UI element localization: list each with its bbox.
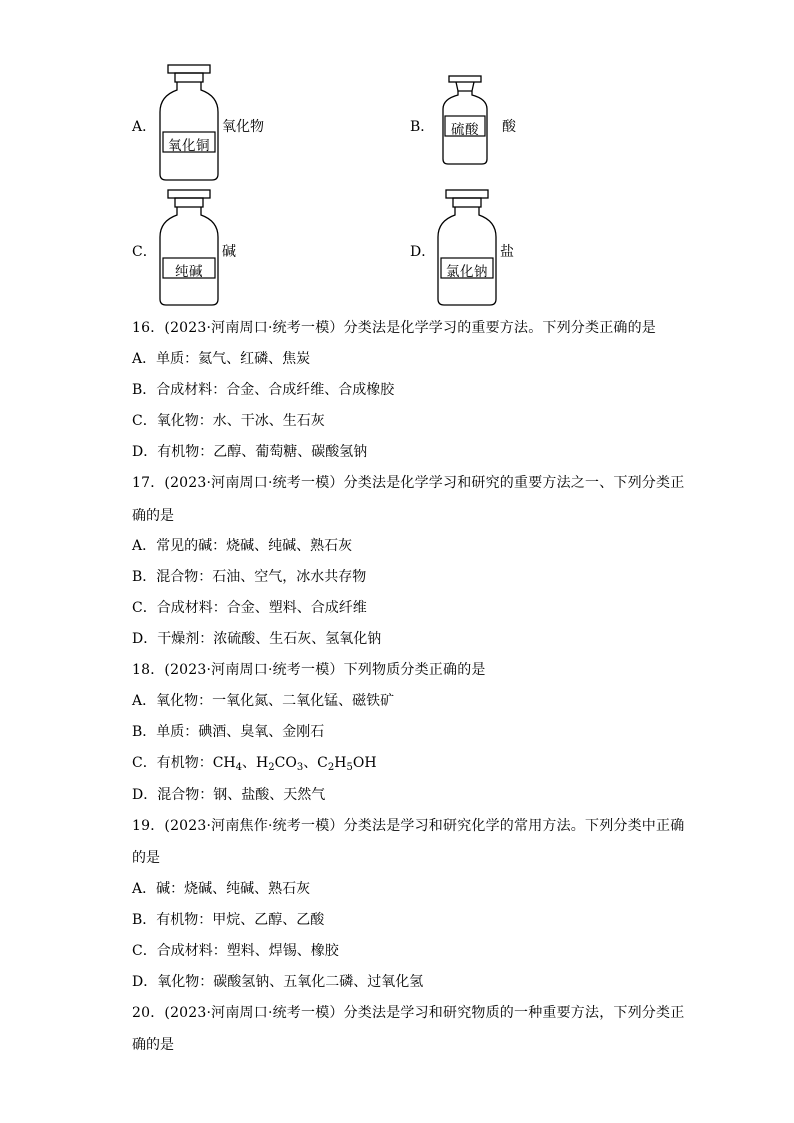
question-17-option-b: B．混合物：石油、空气，冰水共存物 bbox=[132, 569, 367, 585]
reagent-bottle-c bbox=[158, 189, 220, 307]
option-letter-d: D． bbox=[410, 244, 436, 260]
option-letter-b: B． bbox=[410, 119, 435, 135]
question-18-option-a: A．氧化物：一氧化氮、二氧化锰、磁铁矿 bbox=[132, 693, 395, 709]
bottle-label: 硫酸 bbox=[451, 122, 479, 138]
bottle-label: 纯碱 bbox=[175, 264, 203, 280]
bottle-icon bbox=[436, 189, 498, 307]
question-19-stem: 19．(2023·河南焦作·统考一模）分类法是学习和研究化学的常用方法。下列分类中正确 bbox=[132, 818, 685, 834]
bottle-icon bbox=[158, 64, 220, 182]
question-18-option-b: B．单质：碘酒、臭氧、金刚石 bbox=[132, 724, 325, 740]
question-18-option-c: C．有机物：$CH_4$、$H_2CO_3$、$C_2H_5OH$ bbox=[132, 755, 377, 773]
bottle-icon bbox=[158, 189, 220, 307]
question-16-option-b: B．合成材料：合金、合成纤维、合成橡胶 bbox=[132, 382, 395, 398]
question-18-option-d: D．混合物：钢、盐酸、天然气 bbox=[132, 787, 326, 803]
question-17-stem-cont: 确的是 bbox=[132, 508, 174, 524]
bottle-category: 酸 bbox=[502, 119, 516, 135]
option-letter-a: A． bbox=[132, 119, 157, 135]
question-18-stem: 18．(2023·河南周口·统考一模）下列物质分类正确的是 bbox=[132, 662, 486, 678]
question-17-stem: 17．(2023·河南周口·统考一模）分类法是化学学习和研究的重要方法之一、下列分类正 bbox=[132, 475, 685, 491]
reagent-bottle-d bbox=[436, 189, 498, 307]
question-19-option-b: B．有机物：甲烷、乙醇、乙酸 bbox=[132, 912, 325, 928]
reagent-bottle-a bbox=[158, 64, 220, 182]
question-19-stem-cont: 的是 bbox=[132, 850, 160, 866]
bottle-label: 氧化铜 bbox=[168, 138, 210, 154]
question-19-option-d: D．氧化物：碳酸氢钠、五氧化二磷、过氧化氢 bbox=[132, 974, 424, 990]
option-letter-c: C． bbox=[132, 244, 157, 260]
question-20-stem: 20．(2023·河南周口·统考一模）分类法是学习和研究物质的一种重要方法，下列分类正 bbox=[132, 1005, 685, 1021]
question-16-option-d: D．有机物：乙醇、葡萄糖、碳酸氢钠 bbox=[132, 444, 368, 460]
question-16-option-a: A．单质：氦气、红磷、焦炭 bbox=[132, 351, 311, 367]
bottle-category: 碱 bbox=[222, 244, 236, 260]
question-16-option-c: C．氧化物：水、干冰、生石灰 bbox=[132, 413, 325, 429]
question-16-stem: 16．(2023·河南周口·统考一模）分类法是化学学习的重要方法。下列分类正确的是 bbox=[132, 320, 657, 336]
question-17-option-c: C．合成材料：合金、塑料、合成纤维 bbox=[132, 600, 367, 616]
question-19-option-a: A．碱：烧碱、纯碱、熟石灰 bbox=[132, 881, 311, 897]
question-17-option-a: A．常见的碱：烧碱、纯碱、熟石灰 bbox=[132, 538, 353, 554]
question-20-stem-cont: 确的是 bbox=[132, 1037, 174, 1053]
bottle-label: 氯化钠 bbox=[446, 264, 488, 280]
question-19-option-c: C．合成材料：塑料、焊锡、橡胶 bbox=[132, 943, 339, 959]
bottle-category: 盐 bbox=[500, 244, 514, 260]
question-17-option-d: D．干燥剂：浓硫酸、生石灰、氢氧化钠 bbox=[132, 631, 382, 647]
reagent-bottle-b bbox=[441, 75, 489, 167]
bottle-category: 氧化物 bbox=[222, 119, 264, 135]
